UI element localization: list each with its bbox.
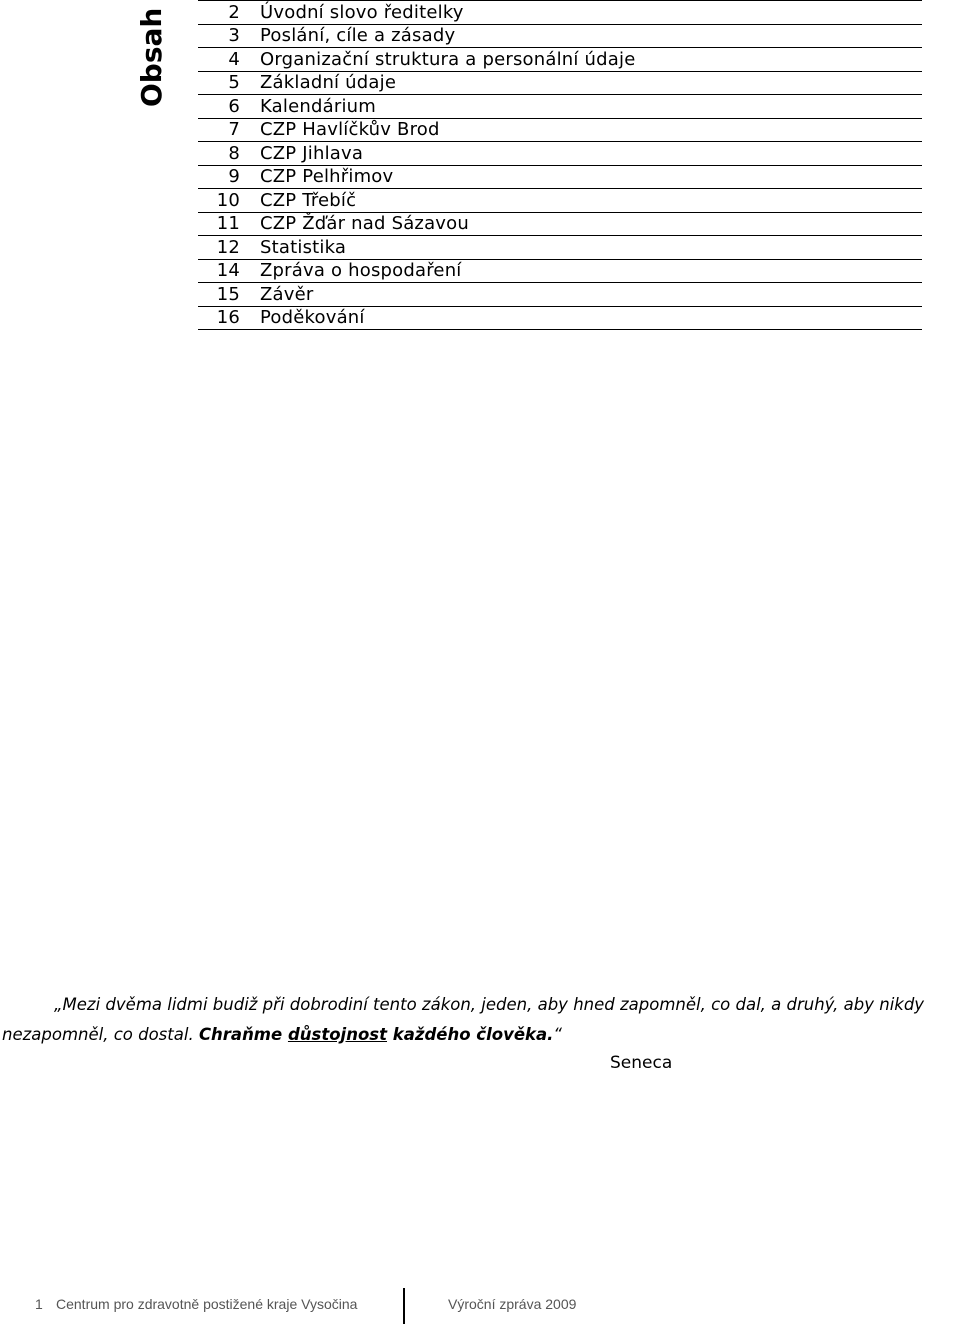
toc-page-number: 7: [228, 119, 240, 140]
toc-page-number: 11: [216, 213, 240, 234]
quote-author: Seneca: [610, 1053, 673, 1073]
toc-row: [198, 142, 922, 166]
quote-closing-mark: “: [553, 1025, 562, 1044]
footer-divider: [403, 1288, 405, 1324]
toc-entry-label: CZP Žďár nad Sázavou: [260, 213, 469, 234]
toc-entry-label: Úvodní slovo ředitelky: [260, 1, 464, 23]
footer-page-number: 1: [35, 1296, 43, 1312]
table-of-contents: [198, 0, 922, 330]
toc-row: [198, 25, 922, 49]
toc-row: [198, 260, 922, 284]
toc-row: [198, 95, 922, 119]
toc-page-number: 10: [216, 189, 240, 211]
toc-entry-label: Poděkování: [260, 307, 365, 328]
toc-entry-label: Organizační struktura a personální údaje: [260, 48, 636, 70]
toc-row: [198, 236, 922, 260]
toc-row: [198, 307, 922, 331]
toc-page-number: 9: [228, 166, 240, 187]
toc-row: [198, 166, 922, 190]
toc-page-number: 5: [228, 72, 240, 93]
quote-underlined-word: důstojnost: [287, 1025, 388, 1044]
toc-row: [198, 283, 922, 307]
toc-page-number: 14: [216, 260, 240, 281]
toc-entry-label: CZP Havlíčkův Brod: [260, 119, 440, 140]
toc-entry-label: Zpráva o hospodaření: [260, 260, 462, 281]
toc-page-number: 6: [228, 95, 240, 117]
toc-page-number: 4: [228, 48, 240, 70]
quote-line-1: „Mezi dvěma lidmi budiž při dobrodiní tento zákon, jeden, aby hned zapomněl, co dal, a druhý, aby nikdy: [54, 995, 925, 1014]
toc-entry-label: CZP Třebíč: [260, 189, 357, 211]
toc-row: [198, 72, 922, 96]
page-footer: [0, 1288, 960, 1324]
quote-bold-text-end: každého člověka.: [387, 1025, 554, 1044]
toc-entry-label: CZP Jihlava: [260, 142, 364, 164]
toc-page-number: 15: [216, 283, 240, 305]
toc-row: [198, 1, 922, 25]
quote-bold-text: Chraňme: [198, 1025, 288, 1044]
toc-page-number: 3: [228, 25, 240, 46]
quote-line-2: [0, 1020, 960, 1050]
toc-row: [198, 119, 922, 143]
footer-organization: Centrum pro zdravotně postižené kraje Vysočina: [56, 1296, 358, 1312]
quote-block: [0, 990, 960, 1050]
toc-page-number: 12: [216, 236, 240, 258]
toc-entry-label: Kalendárium: [260, 95, 377, 117]
footer-report-title: Výroční zpráva 2009: [448, 1296, 577, 1312]
toc-entry-label: Statistika: [260, 236, 347, 258]
toc-entry-label: CZP Pelhřimov: [260, 166, 394, 187]
toc-entry-label: Základní údaje: [260, 72, 397, 93]
toc-entry-label: Poslání, cíle a zásady: [260, 25, 456, 46]
toc-page-number: 8: [228, 142, 240, 164]
quote-plain-text: nezapomněl, co dostal.: [2, 1025, 199, 1044]
toc-page-number: 16: [216, 307, 240, 328]
toc-row: [198, 48, 922, 72]
page-title: Obsah: [135, 8, 168, 108]
toc-row: [198, 189, 922, 213]
toc-page-number: 2: [228, 1, 240, 23]
toc-row: [198, 213, 922, 237]
toc-entry-label: Závěr: [260, 283, 314, 305]
